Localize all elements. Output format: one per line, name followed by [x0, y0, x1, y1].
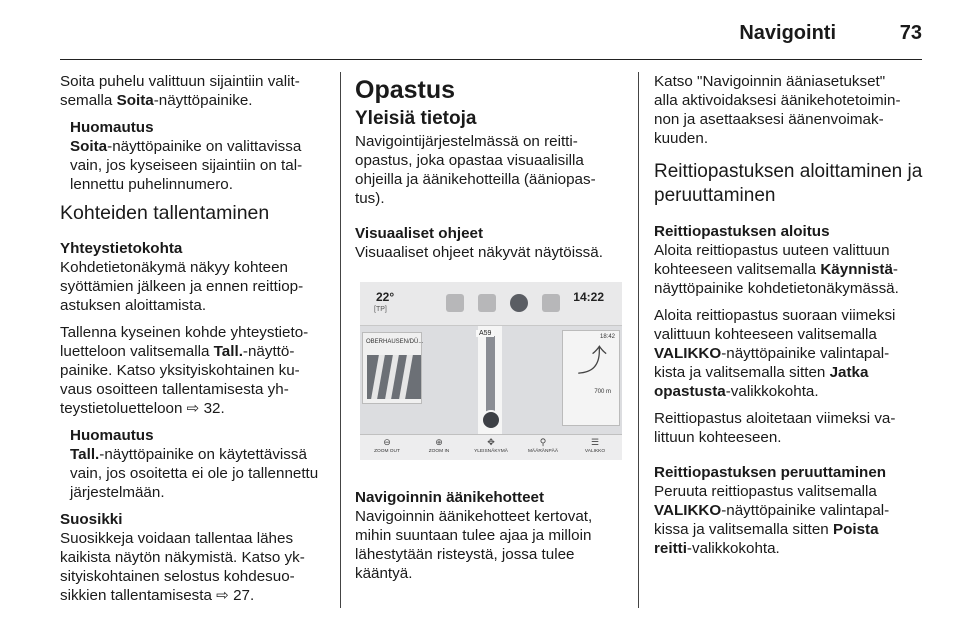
lane-marking: [399, 355, 413, 399]
zoom-in-icon: ⊕: [435, 437, 443, 447]
zoom-out-icon: ⊖: [383, 437, 391, 447]
column-right: [654, 72, 924, 566]
note-box: Huomautus Tall.-näyttöpainike on käytettävissä vain, jos osoitetta ei ole jo tallennettu järjestelmään.: [60, 426, 328, 502]
music-icon: [446, 294, 464, 312]
paragraph: Peruuta reittiopastus valitsemalla VALIKKO-näyttöpainike valintapal- kissa ja valitsemalla sitten Poista reitti-valikkokohta.: [654, 483, 890, 557]
menu-icon: ☰: [590, 437, 600, 447]
chapter-heading: Opastus: [355, 76, 456, 104]
paragraph: Katso "Navigoinnin ääniasetukset" alla aktivoidaksesi äänikehotetoimin- non ja asettaaksesi äänenvoimak- kuuden.: [654, 73, 901, 147]
note-heading: Huomautus: [70, 427, 154, 444]
subheading: Visuaaliset ohjeet: [355, 225, 484, 242]
section-title: Navigointi: [739, 22, 836, 44]
road-label: A59: [476, 330, 494, 337]
overview-icon: ✥: [487, 437, 495, 447]
destination-button[interactable]: ⚲ MÄÄRÄNPÄÄ: [520, 437, 566, 459]
bottom-button-bar: [360, 434, 622, 460]
status-bar: [360, 282, 622, 326]
phone-icon: [478, 294, 496, 312]
zoom-out-button[interactable]: ⊖ ZOOM OUT: [364, 437, 410, 459]
paragraph: Tallenna kyseinen kohde yhteystieto- luetteloon valitsemalla Tall.-näyttö- painike. Katso yksityiskohtainen ku- vaus osoitteen tallentamisesta yh- teystietoluetteloon ⇨ 32.: [60, 324, 309, 417]
lanes-graphic: [367, 355, 421, 399]
arrival-time: 18:42: [599, 334, 615, 340]
paragraph: Navigointijärjestelmässä on reitti- opastus, joka opastaa visuaalisilla ohjeilla ja äänikehotteilla (ääniopas- tus).: [355, 133, 596, 207]
note-heading: Huomautus: [70, 119, 154, 136]
subheading: Suosikki: [60, 511, 123, 528]
menu-button[interactable]: ☰ VALIKKO: [572, 437, 618, 459]
subheading: Navigoinnin äänikehotteet: [355, 489, 545, 506]
paragraph: Navigoinnin äänikehotteet kertovat, mihin suuntaan tulee ajaa ja milloin lähestytään risteystä, jossa tulee kääntyä.: [355, 508, 593, 582]
page-header: [60, 18, 922, 60]
section-heading: Kohteiden tallentaminen: [60, 202, 270, 224]
paragraph: Aloita reittiopastus uuteen valittuun kohteeseen valitsemalla Käynnistä- näyttöpainike kohdetietonäkymässä.: [654, 242, 899, 297]
subheading: Reittiopastuksen peruuttaminen: [654, 464, 887, 481]
tp-indicator: [TP]: [374, 306, 387, 313]
distance-to-turn: 700 m: [594, 389, 611, 395]
turn-panel: [562, 330, 620, 426]
map-view: [360, 326, 622, 434]
section-heading: Yleisiä tietoja: [355, 108, 477, 129]
zoom-in-button[interactable]: ⊕ ZOOM IN: [416, 437, 462, 459]
apps-icon: [542, 294, 560, 312]
vehicle-position-icon: [481, 410, 501, 430]
direction-label: OBERHAUSEN/DÜ...: [366, 339, 424, 345]
paragraph: Aloita reittiopastus suoraan viimeksi valittuun kohteeseen valitsemalla VALIKKO-näyttöpainike valintapal- kista ja valitsemalla sitten Jatka opastusta-valikkokohta.: [654, 307, 896, 400]
paragraph: Kohdetietonäkymä näkyy kohteen syöttämien jälkeen ja ennen reittiop- astuksen aloittamista.: [60, 259, 304, 314]
navigation-screen-figure: [360, 282, 622, 460]
column-divider: [638, 72, 639, 608]
turn-arrow-icon: ⤴: [577, 345, 607, 378]
subheading: Yhteystietokohta: [60, 240, 183, 257]
page-number: 73: [899, 22, 922, 44]
column-left: [60, 72, 328, 613]
section-heading: Reittiopastuksen aloittaminen ja peruuttaminen: [654, 161, 923, 206]
lane-marking: [385, 355, 399, 399]
search-icon: ⚲: [539, 437, 547, 447]
paragraph: Reittiopastus aloitetaan viimeksi va- littuun kohteeseen.: [654, 410, 896, 446]
lane-marking: [371, 355, 385, 399]
column-divider: [340, 72, 341, 608]
paragraph: Visuaaliset ohjeet näkyvät näytöissä.: [355, 244, 603, 261]
paragraph: Soita puhelu valittuun sijaintiin valit- semalla Soita-näyttöpainike.: [60, 73, 300, 109]
overview-button[interactable]: ✥ YLEISNÄKYMÄ: [468, 437, 514, 459]
note-box: Huomautus Soita-näyttöpainike on valittavissa vain, jos kyseiseen sijaintiin on tal- lennettu puhelinnumero.: [60, 118, 328, 194]
clock: 14:22: [573, 290, 604, 304]
subheading: Reittiopastuksen aloitus: [654, 223, 830, 240]
lane-guidance-panel: [362, 332, 422, 404]
paragraph: Suosikkeja voidaan tallentaa lähes kaikista näytön näkymistä. Katso yk- sityiskohtainen selostus kohdesuo- sikkien tallentamisesta ⇨ 27.: [60, 530, 305, 604]
navigation-icon: [510, 294, 528, 312]
temperature: 22°: [376, 290, 395, 304]
